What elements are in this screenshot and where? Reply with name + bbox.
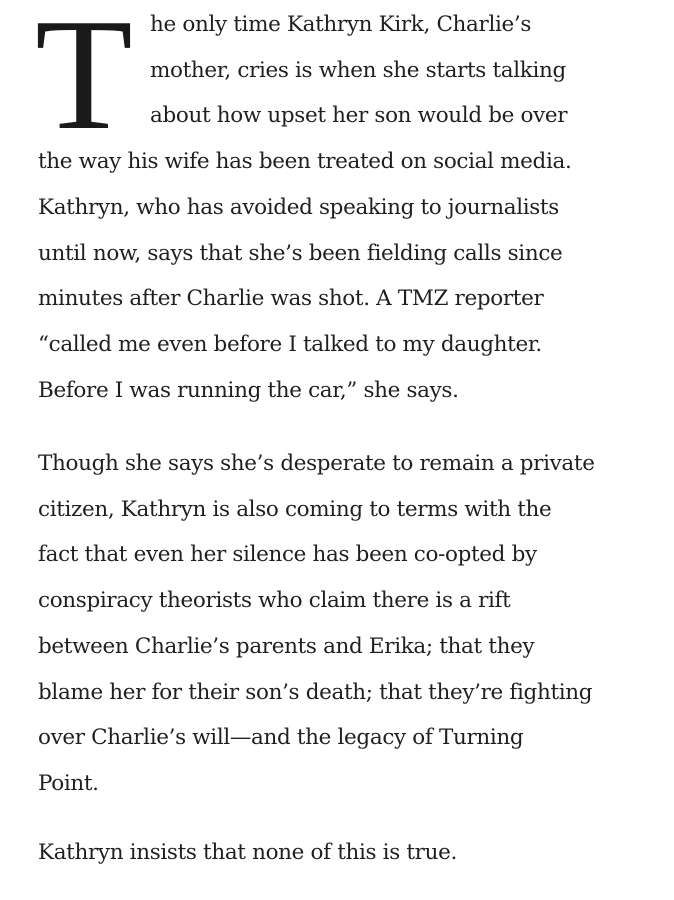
text-line: Kathryn, who has avoided speaking to journalists [38, 194, 559, 220]
paragraph-1 [35, 0, 650, 413]
text-line: “called me even before I talked to my daughter. [38, 331, 542, 357]
text-line: citizen, Kathryn is also coming to terms with the [38, 496, 552, 522]
text-line: conspiracy theorists who claim there is a rift [38, 588, 511, 614]
paragraph-3 [38, 830, 457, 876]
text-line: Before I was running the car,” she says. [38, 377, 459, 403]
text-line: blame her for their son’s death; that they’re fighting [38, 679, 593, 705]
text-line: minutes after Charlie was shot. A TMZ reporter [38, 286, 544, 312]
text-line: the way his wife has been treated on social media. [38, 149, 572, 175]
drop-cap: T [35, 0, 133, 163]
text-line: about how upset her son would be over [150, 103, 568, 129]
article-body [35, 0, 650, 865]
text-line: between Charlie’s parents and Erika; that they [38, 633, 535, 659]
text-line: mother, cries is when she starts talking [150, 57, 566, 83]
text-line: he only time Kathryn Kirk, Charlie’s [150, 12, 532, 37]
paragraph-2 [38, 441, 595, 807]
text-line: fact that even her silence has been co-opted by [38, 542, 537, 568]
text-line: Kathryn insists that none of this is true. [38, 840, 457, 865]
text-line: over Charlie’s will—and the legacy of Turning [38, 725, 524, 751]
text-line: Though she says she’s desperate to remain a private [38, 451, 595, 476]
text-line: until now, says that she’s been fielding calls since [38, 240, 563, 266]
text-line: Point. [38, 770, 99, 796]
